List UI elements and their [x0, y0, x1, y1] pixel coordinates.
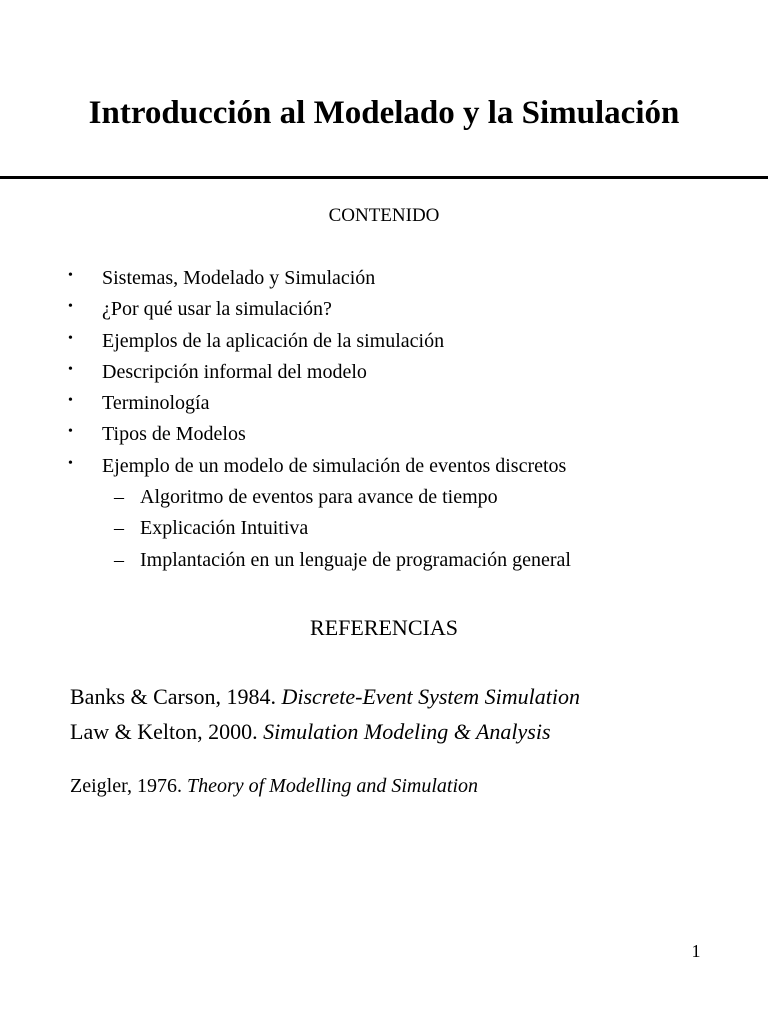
contents-item	[0, 357, 768, 388]
contents-subitem-text: Algoritmo de eventos para avance de tiempo	[140, 486, 498, 509]
contents-item-text: Sistemas, Modelado y Simulación	[102, 267, 376, 289]
page-title: Introducción al Modelado y la Simulación	[88, 95, 680, 131]
bullet-icon: •	[68, 455, 73, 471]
contents-subitem-text: Explicación Intuitiva	[140, 517, 309, 540]
dash-icon: –	[114, 517, 124, 540]
contents-item	[0, 388, 768, 419]
reference-title: Theory of Modelling and Simulation	[186, 775, 479, 797]
bullet-icon: •	[68, 361, 73, 377]
contents-subitem	[0, 545, 768, 576]
reference-citation: Zeigler, 1976.	[70, 775, 187, 797]
contents-item	[0, 419, 768, 450]
references-heading: REFERENCIAS	[310, 615, 458, 640]
contents-item-text: ¿Por qué usar la simulación?	[102, 298, 332, 321]
title-divider	[0, 176, 768, 179]
reference-title: Discrete-Event System Simulation	[281, 684, 580, 709]
dash-icon: –	[114, 548, 124, 571]
bullet-icon: •	[68, 268, 73, 283]
contents-subitem-text: Implantación en un lenguaje de programación general	[140, 548, 571, 571]
bullet-icon: •	[68, 393, 73, 409]
contents-item-text: Terminología	[102, 392, 210, 415]
contents-item-text: Ejemplo de un modelo de simulación de eventos discretos	[102, 454, 567, 477]
reference-citation: Law & Kelton, 2000.	[70, 719, 264, 744]
contents-heading: CONTENIDO	[328, 205, 440, 226]
bullet-icon: •	[68, 424, 73, 440]
contents-item-text: Ejemplos de la aplicación de la simulación	[102, 329, 445, 352]
contents-item-text: Tipos de Modelos	[102, 423, 246, 446]
page-number: 1	[691, 941, 701, 961]
contents-subitem	[0, 513, 768, 544]
contents-item	[0, 326, 768, 357]
reference-entry	[70, 772, 478, 800]
dash-icon: –	[114, 486, 124, 509]
contents-subitem	[0, 482, 768, 513]
bullet-icon: •	[68, 330, 73, 346]
contents-list	[0, 263, 768, 576]
contents-item	[0, 451, 768, 482]
reference-entry	[70, 683, 580, 711]
reference-title: Simulation Modeling & Analysis	[263, 719, 551, 744]
reference-citation: Banks & Carson, 1984.	[70, 684, 282, 709]
contents-item-text: Descripción informal del modelo	[102, 360, 367, 383]
contents-item	[0, 263, 768, 294]
reference-entry	[70, 718, 551, 746]
contents-item	[0, 294, 768, 325]
bullet-icon: •	[68, 299, 73, 315]
